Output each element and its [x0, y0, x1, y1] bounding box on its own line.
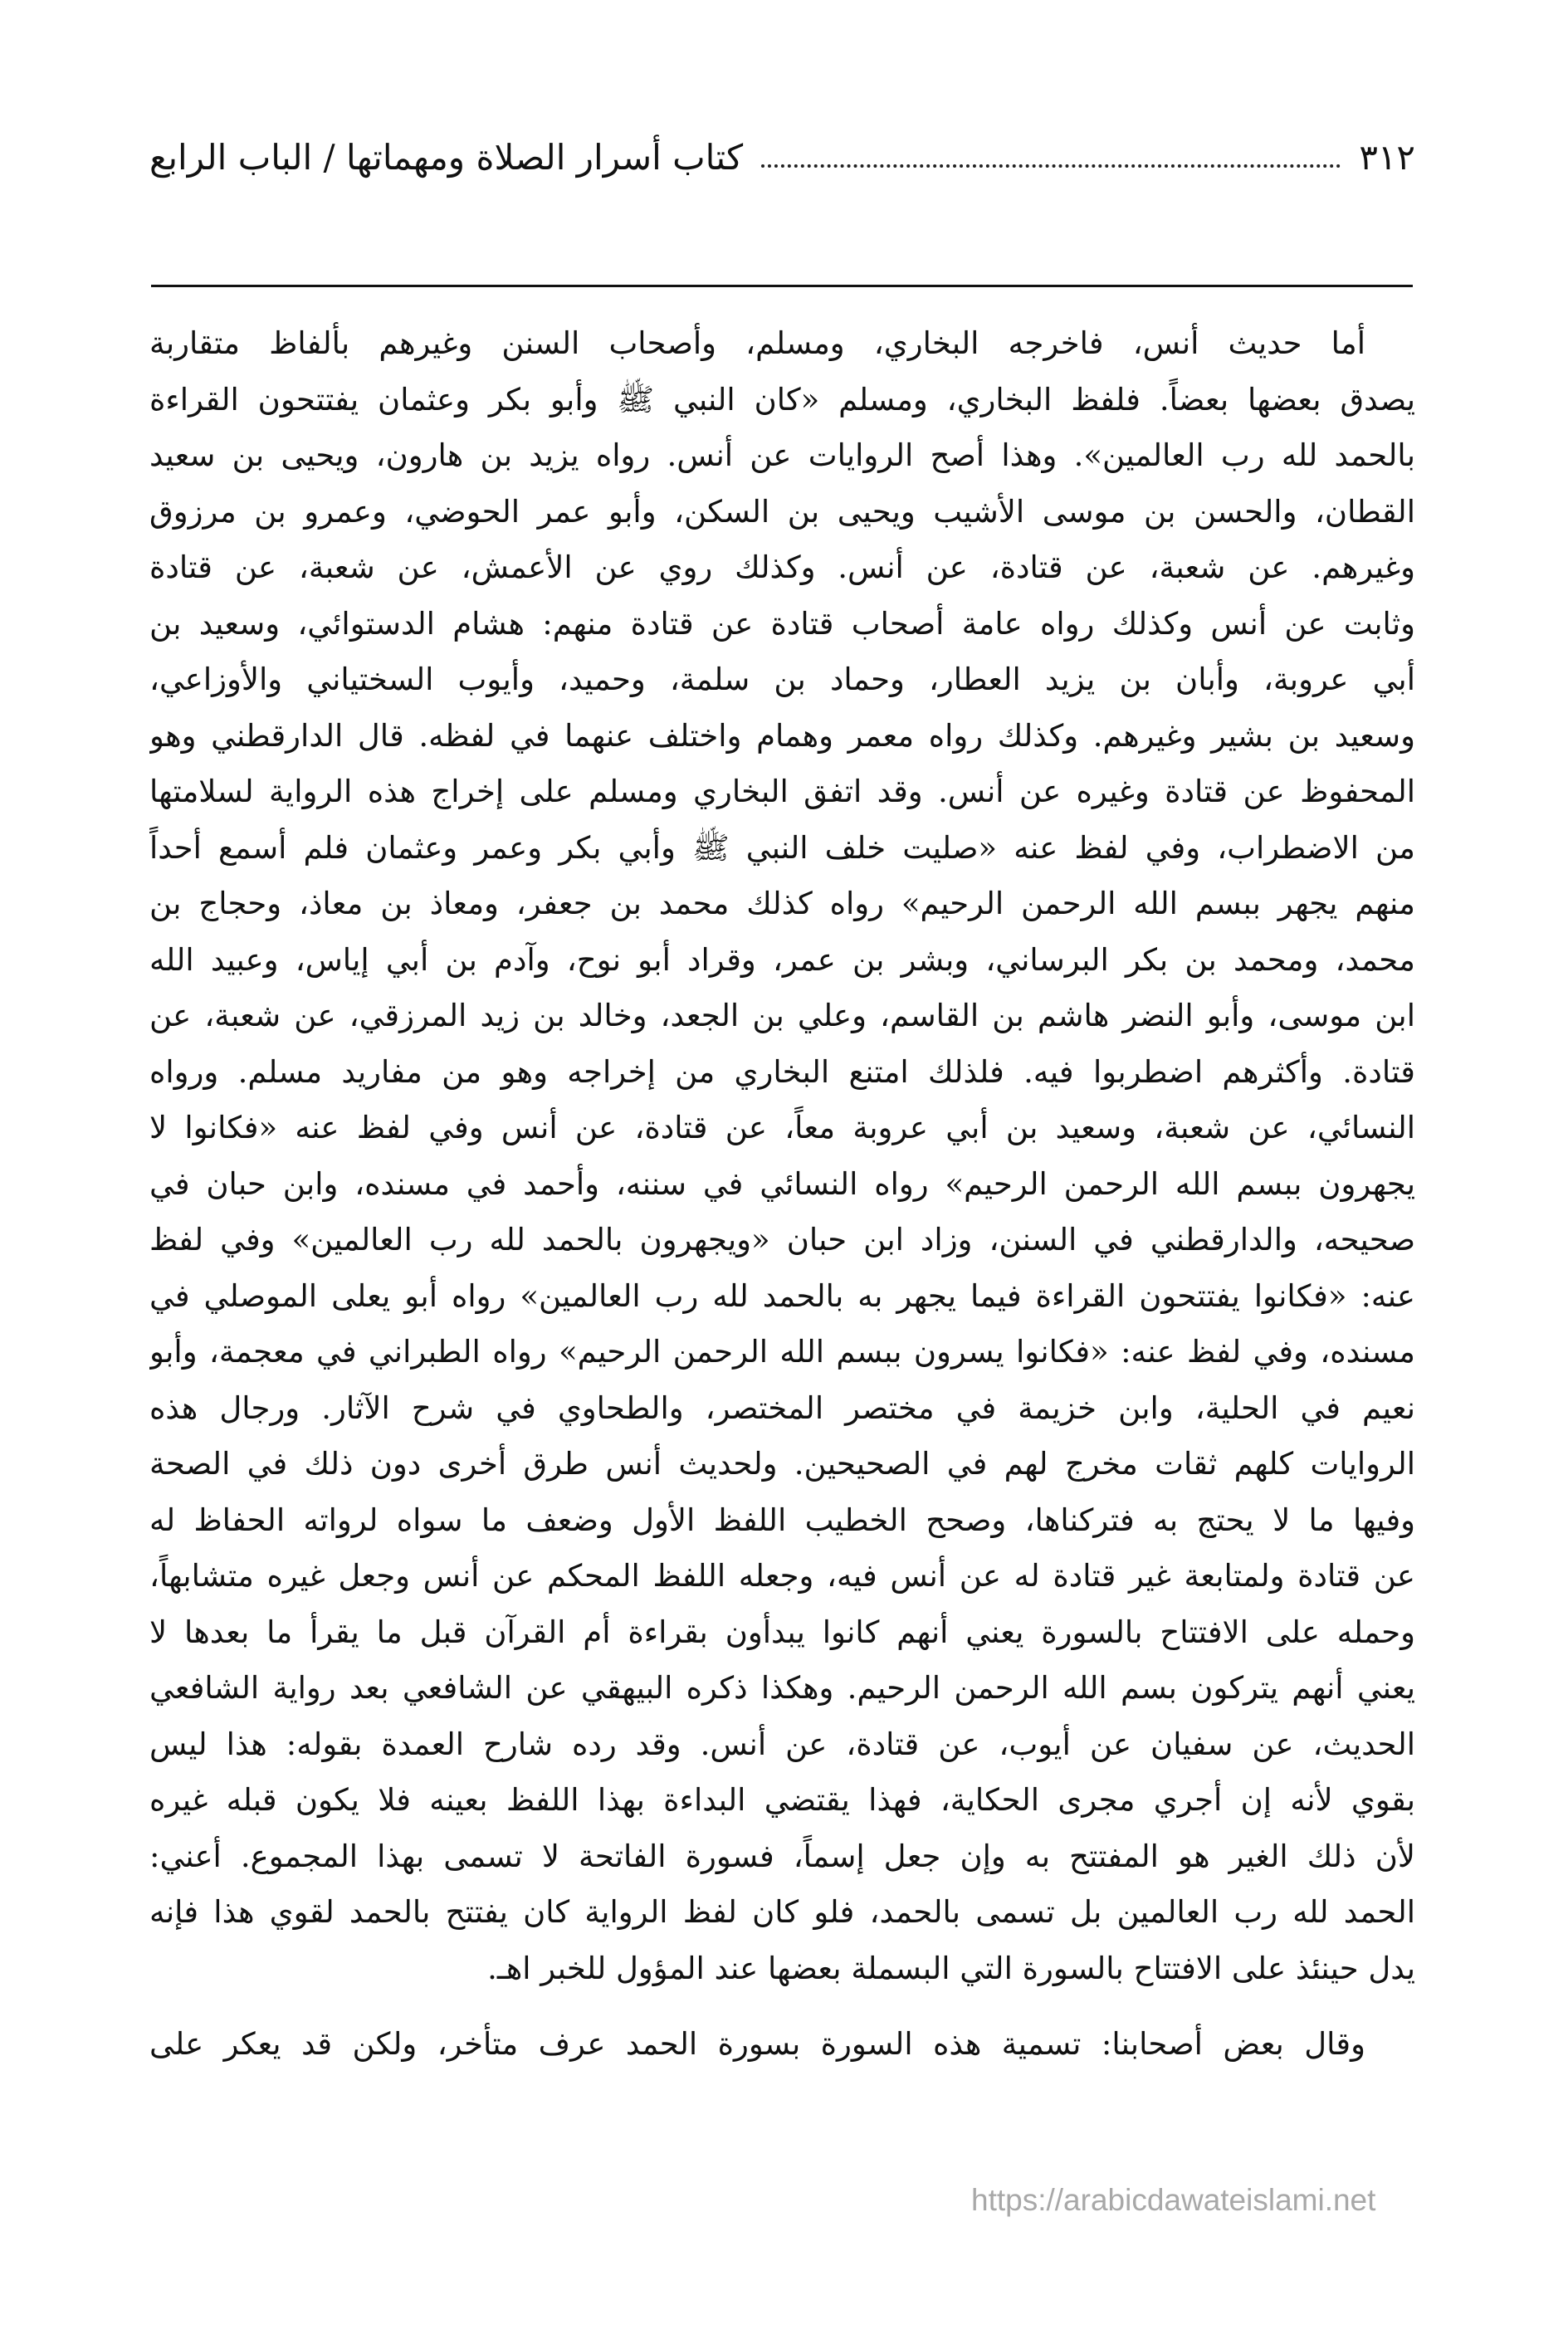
text-line: الحديث، عن سفيان عن أيوب، عن قتادة، عن أنس. وقد رده شارح العمدة بقوله: هذا ليس	[149, 1726, 1415, 1762]
text-line: وحمله على الافتتاح بالسورة يعني أنهم كانوا يبدأون بقراءة أم القرآن قبل ما يقرأ ما بعدها لا	[149, 1614, 1415, 1650]
text-line: بقوي لأنه إن أجري مجرى الحكاية، فهذا يقتضي البداءة بهذا اللفظ بعينه فلا يكون قبله غيره	[149, 1782, 1415, 1818]
main-text	[149, 315, 1415, 2073]
paragraph	[149, 2016, 1415, 2073]
text-line: قتادة. وأكثرهم اضطربوا فيه. فلذلك امتنع البخاري من إخراجه وهو من مفاريد مسلم. ورواه	[149, 1053, 1415, 1090]
text-line: الحمد لله رب العالمين بل تسمى بالحمد، فلو كان لفظ الرواية كان يفتتح بالحمد لقوي هذا فإنه	[149, 1894, 1415, 1930]
paragraph	[149, 315, 1415, 1996]
text-line: أما حديث أنس، فاخرجه البخاري، ومسلم، وأصحاب السنن وغيرهم بألفاظ متقاربة	[149, 325, 1365, 361]
text-line: وثابت عن أنس وكذلك رواه عامة أصحاب قتادة عن قتادة منهم: هشام الدستوائي، وسعيد بن	[149, 605, 1415, 642]
text-line: لأن ذلك الغير هو المفتتح به وإن جعل إسماً، فسورة الفاتحة لا تسمى بهذا المجموع. أعني:	[149, 1838, 1415, 1874]
text-line: عنه: «فكانوا يفتتحون القراءة فيما يجهر به بالحمد لله رب العالمين» رواه أبو يعلى الموصلي في	[149, 1277, 1415, 1314]
text-line: المحفوظ عن قتادة وغيره عن أنس. وقد اتفق البخاري ومسلم على إخراج هذه الرواية لسلامتها	[149, 774, 1415, 809]
text-line: الروايات كلهم ثقات مخرج لهم في الصحيحين. ولحديث أنس طرق أخرى دون ذلك في الصحة	[149, 1446, 1415, 1482]
text-line: محمد، ومحمد بن بكر البرساني، وبشر بن عمر، وقراد أبو نوح، وآدم بن أبي إياس، وعبيد الله	[149, 941, 1415, 978]
text-line: مسنده، وفي لفظ عنه: «فكانوا يسرون ببسم الله الرحمن الرحيم» رواه الطبراني في معجمة، وأبو	[149, 1334, 1415, 1370]
header-dot-leader	[761, 164, 1341, 168]
text-line: النسائي، عن شعبة، وسعيد بن أبي عروبة معاً، عن قتادة، عن أنس وفي لفظ عنه «فكانوا لا	[149, 1110, 1415, 1145]
text-line: بالحمد لله رب العالمين». وهذا أصح الروايات عن أنس. رواه يزيد بن هارون، ويحيى بن سعيد	[149, 437, 1415, 473]
text-line: وسعيد بن بشير وغيرهم. وكذلك رواه معمر وهمام واختلف عنهما في لفظه. قال الدارقطني وهو	[149, 717, 1415, 754]
chapter-title: كتاب أسرار الصلاة ومهماتها / الباب الرابع	[149, 137, 744, 178]
site-watermark: https://arabicdawateislami.net	[971, 2183, 1376, 2217]
text-line: القطان، والحسن بن موسى الأشيب ويحيى بن السكن، وأبو عمر الحوضي، وعمرو بن مرزوق	[149, 493, 1415, 530]
text-line: يجهرون ببسم الله الرحمن الرحيم» رواه النسائي في سننه، وأحمد في مسنده، وابن حبان في	[149, 1165, 1415, 1202]
text-line: نعيم في الحلية، وابن خزيمة في مختصر المختصر، والطحاوي في شرح الآثار. ورجال هذه	[149, 1389, 1415, 1426]
text-line: منهم يجهر ببسم الله الرحمن الرحيم» رواه كذلك محمد بن جعفر، ومعاذ بن معاذ، وحجاج بن	[149, 886, 1415, 921]
running-header	[149, 125, 1415, 191]
text-line: وغيرهم. عن شعبة، عن قتادة، عن أنس. وكذلك روي عن الأعمش، عن شعبة، عن قتادة	[149, 549, 1415, 585]
text-line: يصدق بعضها بعضاً. فلفظ البخاري، ومسلم «كان النبي ﷺ وأبو بكر وعثمان يفتتحون القراءة	[149, 381, 1415, 418]
text-line: وقال بعض أصحابنا: تسمية هذه السورة بسورة الحمد عرف متأخر، ولكن قد يعكر على	[149, 2026, 1365, 2062]
header-rule	[151, 285, 1413, 287]
text-line: وفيها ما لا يحتج به فتركناها، وصحح الخطيب اللفظ الأول وضعف ما سواه لرواته الحفاظ له	[149, 1502, 1415, 1538]
text-line: عن قتادة ولمتابعة غير قتادة له عن أنس فيه، وجعله اللفظ المحكم عن أنس وجعل غيره متشابهاً،	[149, 1558, 1415, 1594]
page-number: ٣١٢	[1359, 137, 1415, 178]
text-line: صحيحه، والدارقطني في السنن، وزاد ابن حبان «ويجهرون بالحمد لله رب العالمين» وفي لفظ	[149, 1222, 1415, 1257]
text-line: يعني أنهم يتركون بسم الله الرحمن الرحيم. وهكذا ذكره البيهقي عن الشافعي بعد رواية الشافعي	[149, 1670, 1415, 1706]
text-line: أبي عروبة، وأبان بن يزيد العطار، وحماد بن سلمة، وحميد، وأيوب السختياني والأوزاعي،	[149, 662, 1415, 697]
text-line: ابن موسى، وأبو النضر هاشم بن القاسم، وعلي بن الجعد، وخالد بن زيد المرزقي، عن شعبة، عن	[149, 998, 1415, 1033]
text-line: من الاضطراب، وفي لفظ عنه «صليت خلف النبي ﷺ وأبي بكر وعمر وعثمان فلم أسمع أحداً	[149, 829, 1415, 866]
text-line: يدل حينئذ على الافتتاح بالسورة التي البسملة بعضها عند المؤول للخبر اهـ.	[487, 1950, 1415, 1986]
paragraph-gap	[149, 1996, 1415, 2016]
